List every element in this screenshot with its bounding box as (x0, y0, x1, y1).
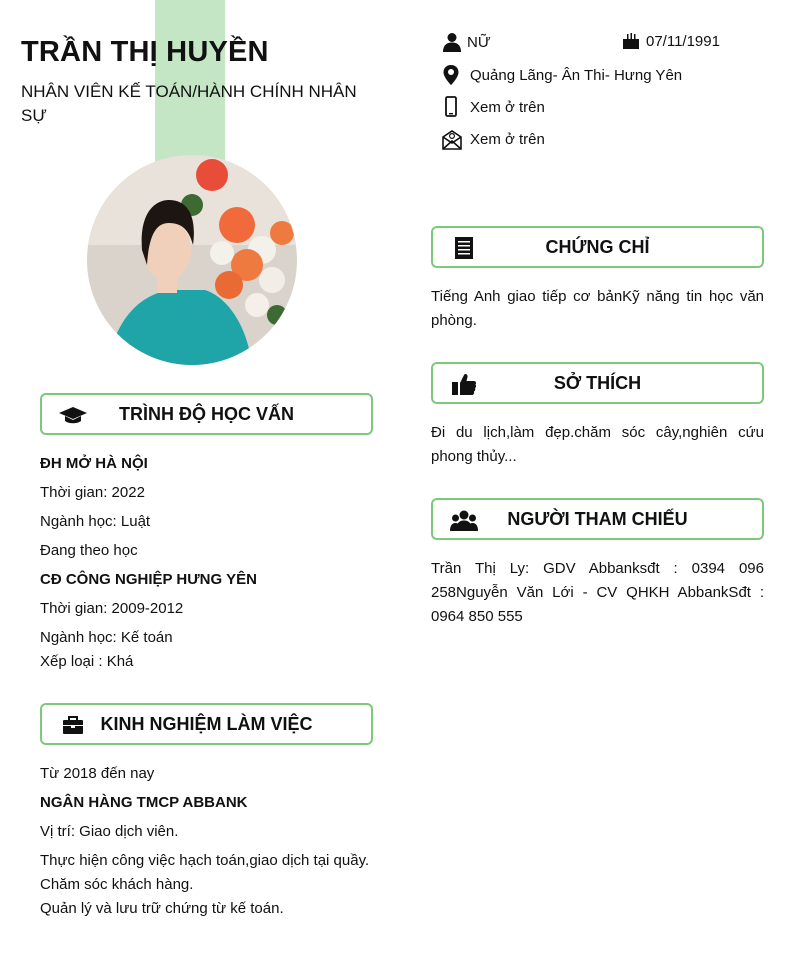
school-status-1: Đang theo học (40, 542, 138, 559)
phone-icon (442, 96, 460, 118)
section-references-title: NGƯỜI THAM CHIẾU (507, 508, 688, 529)
map-pin-icon (442, 64, 460, 86)
experience-duty-1: Thực hiện công việc hạch toán,giao dịch tại quầy. (40, 852, 370, 869)
school-major-2: Ngành học: Kế toán (40, 629, 173, 646)
briefcase-icon (58, 713, 88, 737)
references-text: Trần Thị Ly: GDV Abbanksđt : 0394 096 258Nguyễn Văn Lới - CV QHKH AbbankSđt : 0964 850 555 (431, 560, 764, 625)
school-name-2: CĐ CÔNG NGHIỆP HƯNG YÊN (40, 571, 257, 588)
school-time-1: Thời gian: 2022 (40, 484, 145, 501)
avatar (87, 155, 297, 365)
section-references-header (431, 498, 764, 540)
experience-role: Vị trí: Giao dịch viên. (40, 823, 179, 840)
certificates-text: Tiếng Anh giao tiếp cơ bảnKỹ năng tin học văn phòng. (431, 288, 764, 329)
section-certificates-header (431, 226, 764, 268)
candidate-name: TRẦN THỊ HUYỀN (21, 36, 269, 68)
school-grade-2: Xếp loại : Khá (40, 653, 134, 670)
email-value: Xem ở trên (470, 130, 545, 148)
section-education-title: TRÌNH ĐỘ HỌC VẤN (119, 403, 294, 424)
section-education-header (40, 393, 373, 435)
contact-address (442, 64, 682, 86)
job-position: NHÂN VIÊN KẾ TOÁN/HÀNH CHÍNH NHÂN SỰ (21, 82, 357, 125)
section-hobbies-header (431, 362, 764, 404)
cake-icon (622, 32, 640, 50)
document-icon (449, 236, 479, 260)
school-time-2: Thời gian: 2009-2012 (40, 600, 184, 617)
experience-company: NGÂN HÀNG TMCP ABBANK (40, 794, 248, 811)
experience-duty-3: Quản lý và lưu trữ chứng từ kế toán. (40, 900, 284, 917)
contact-birthday (622, 32, 720, 50)
experience-period: Từ 2018 đến nay (40, 765, 155, 782)
people-icon (449, 508, 479, 532)
section-experience-header (40, 703, 373, 745)
experience-duty-2: Chăm sóc khách hàng. (40, 876, 194, 893)
address-value: Quảng Lãng- Ân Thi- Hưng Yên (470, 66, 683, 84)
phone-value: Xem ở trên (470, 98, 545, 116)
contact-phone (442, 96, 545, 118)
section-experience-title: KINH NGHIỆM LÀM VIỆC (100, 713, 313, 734)
section-certificates-title: CHỨNG CHỈ (545, 236, 650, 257)
user-icon (442, 32, 462, 52)
mail-icon (442, 128, 462, 150)
birthday-value: 07/11/1991 (646, 32, 720, 50)
school-major-1: Ngành học: Luật (40, 513, 151, 530)
gender-value: NỮ (467, 33, 491, 51)
graduation-cap-icon (58, 403, 88, 427)
school-name-1: ĐH MỞ HÀ NỘI (40, 455, 148, 472)
contact-gender (442, 32, 491, 52)
contact-email (442, 128, 545, 150)
thumbs-up-icon (449, 372, 479, 396)
hobbies-text: Đi du lịch,làm đẹp.chăm sóc cây,nghiên cứu phong thủy... (431, 424, 764, 465)
section-hobbies-title: SỞ THÍCH (553, 372, 642, 393)
